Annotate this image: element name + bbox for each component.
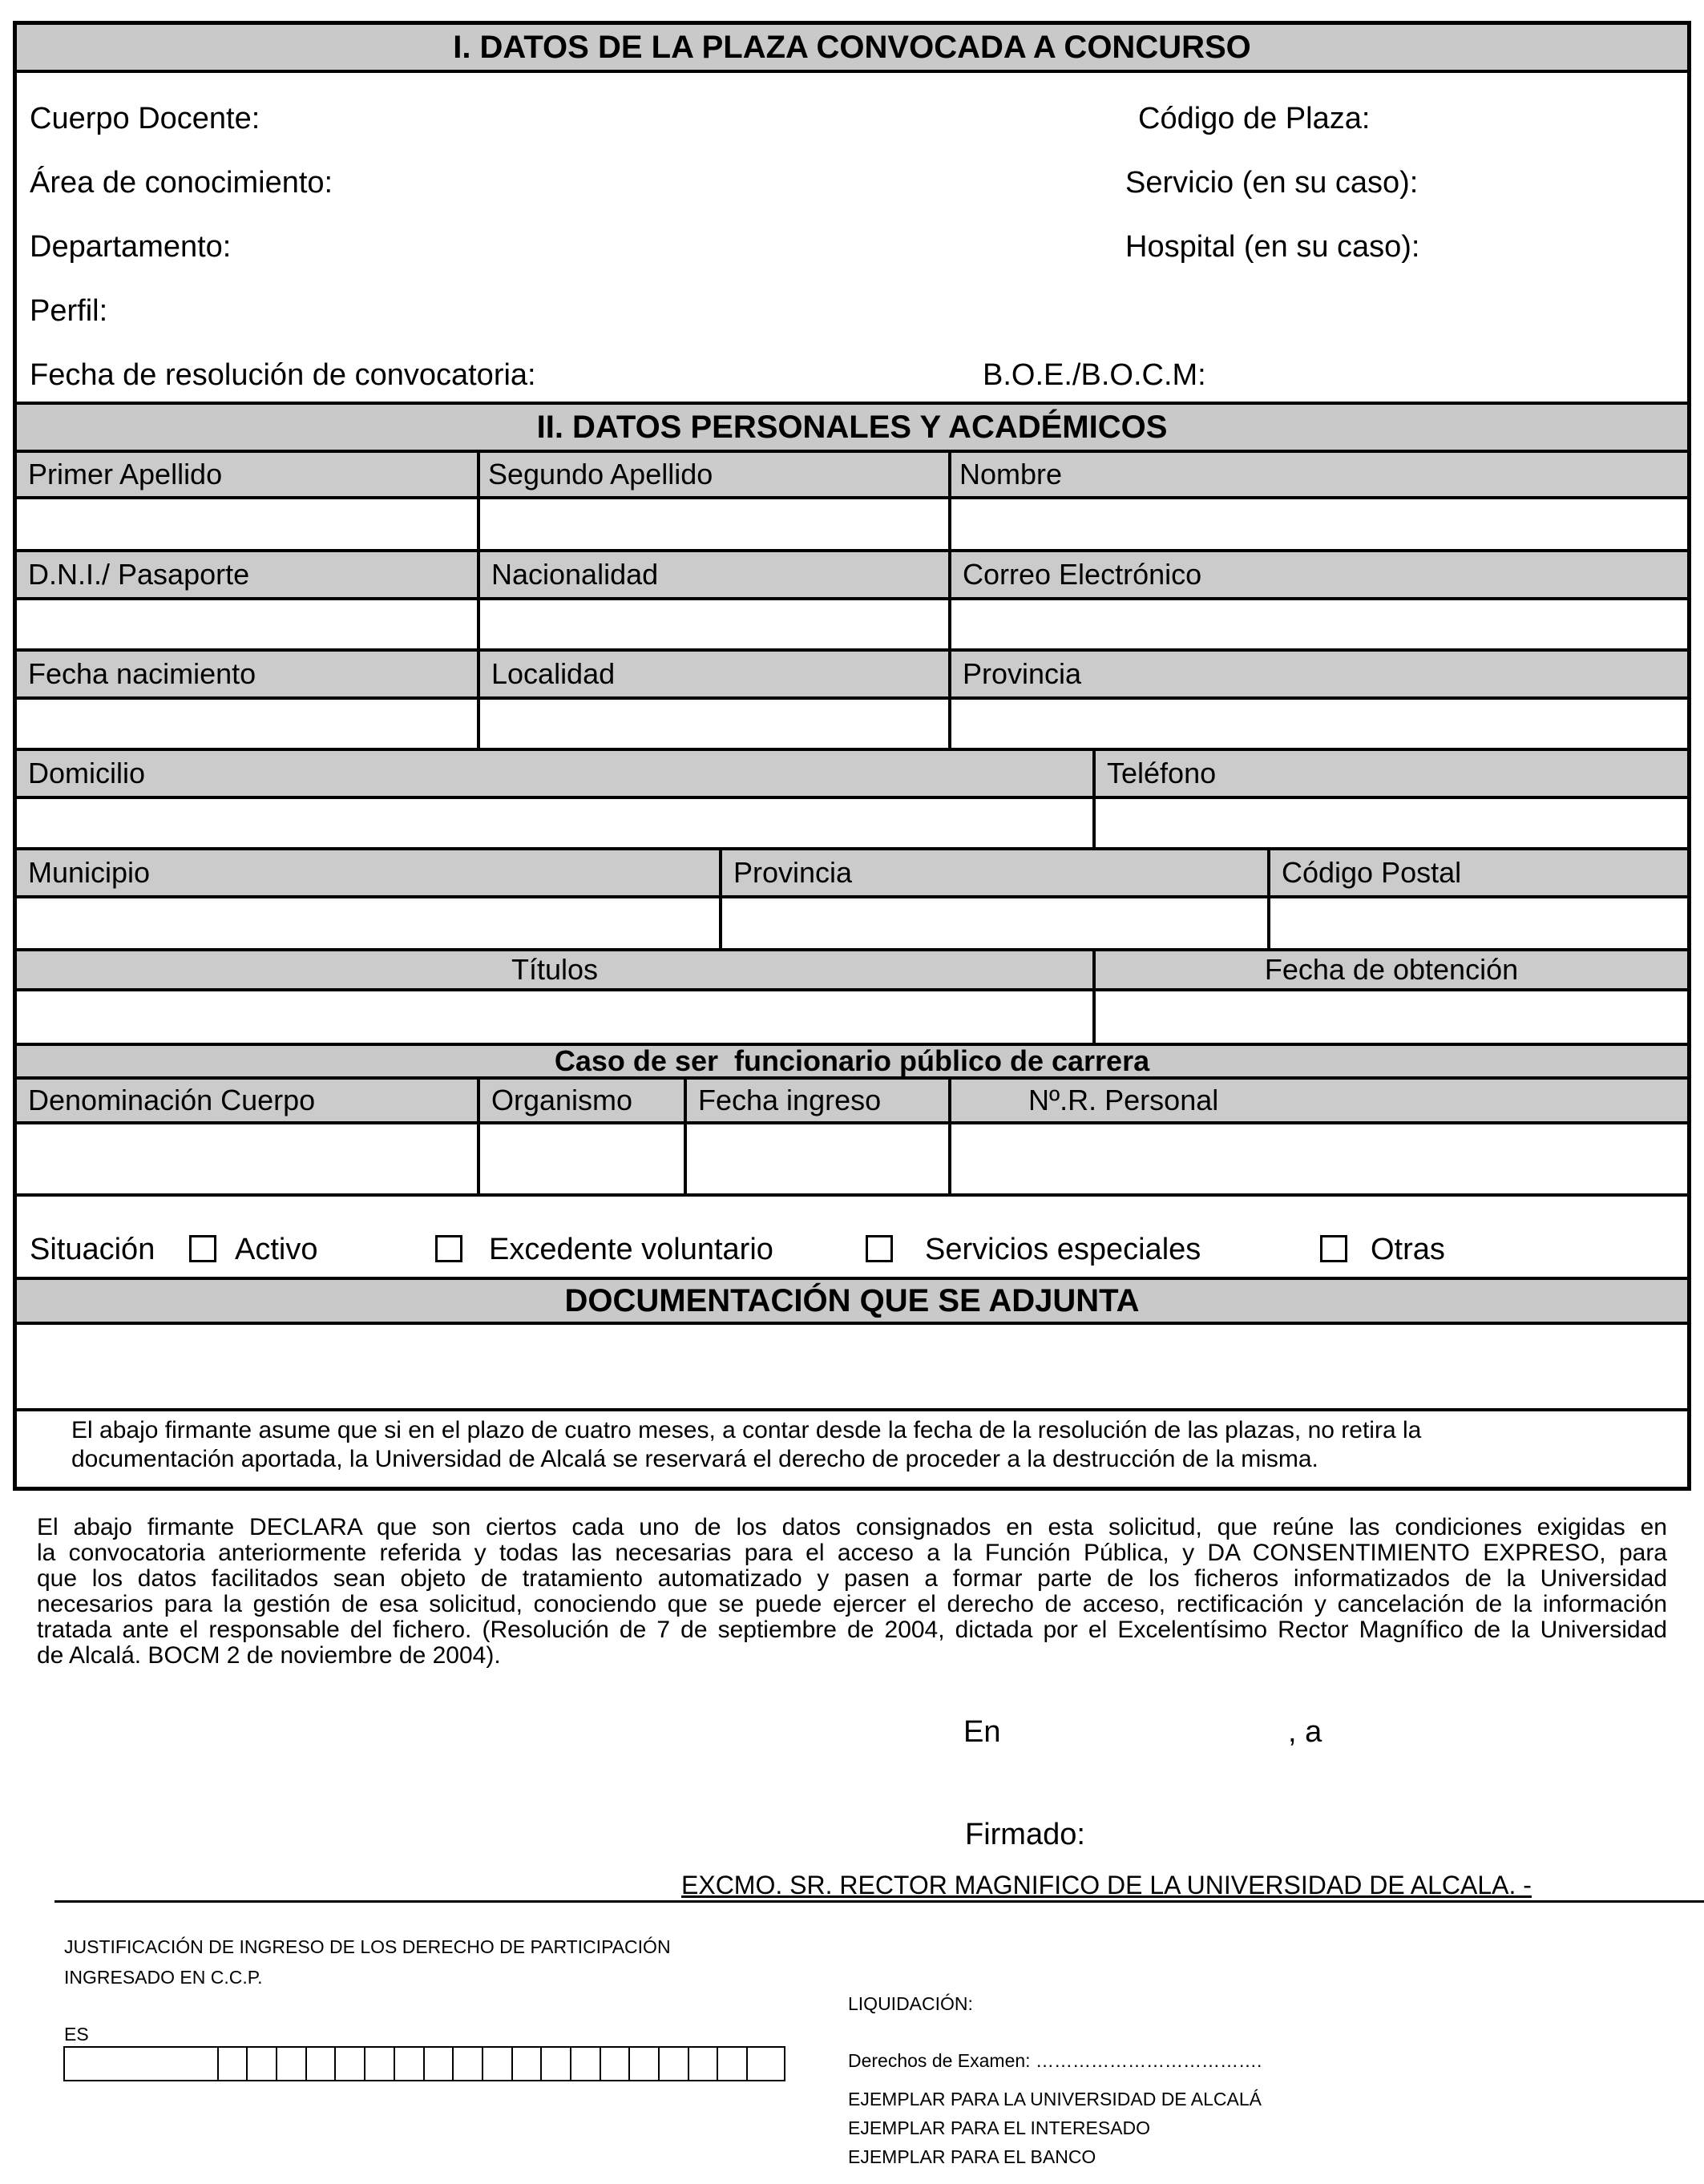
iban-field[interactable]	[63, 2046, 785, 2081]
codigo-postal-label: Código Postal	[1270, 850, 1687, 895]
notice-line1: El abajo firmante asume que si en el plazo de cuatro meses, a contar desde la fecha de la resolución de las plazas, no retira la	[71, 1417, 1422, 1443]
provincia-field[interactable]	[951, 700, 1687, 748]
nrp-label	[951, 1080, 1687, 1121]
application-form	[13, 21, 1691, 1491]
area-label: Área de conocimiento:	[30, 166, 333, 200]
servicio-label: Servicio (en su caso):	[1125, 166, 1419, 200]
section1-header	[17, 25, 1687, 73]
fecha-nacimiento-label: Fecha nacimiento	[17, 652, 477, 696]
separator-line	[55, 1900, 1704, 1903]
nacionalidad-label: Nacionalidad	[480, 552, 948, 597]
denominacion-label: Denominación Cuerpo	[17, 1080, 477, 1121]
otras-label: Otras	[1371, 1233, 1445, 1266]
titulos-text: Títulos	[511, 953, 599, 986]
documentacion-title: DOCUMENTACIÓN QUE SE ADJUNTA	[564, 1282, 1140, 1318]
localidad-label: Localidad	[480, 652, 948, 696]
perfil-label: Perfil:	[30, 294, 108, 328]
organismo-label: Organismo	[480, 1080, 684, 1121]
nombre-field[interactable]	[951, 499, 1687, 549]
boe-label: B.O.E./B.O.C.M:	[983, 358, 1206, 392]
telefono-field[interactable]	[1096, 799, 1687, 847]
liquidacion-label: LIQUIDACIÓN:	[848, 1993, 973, 2014]
copy-interesado: EJEMPLAR PARA EL INTERESADO	[848, 2117, 1151, 2138]
provincia-label: Provincia	[951, 652, 1687, 696]
declaration-line: tratada ante el responsable del fichero. (Resolución de 7 de septiembre de 2004, dictada por el Excelentísimo Rector Magnífico de la Universidad	[37, 1617, 1667, 1643]
situacion-label: Situación	[30, 1233, 155, 1266]
fecha-obtencion-text: Fecha de obtención	[1264, 953, 1519, 986]
dni-field[interactable]	[17, 600, 477, 648]
copy-universidad: EJEMPLAR PARA LA UNIVERSIDAD DE ALCALÁ	[848, 2089, 1262, 2109]
addressee: EXCMO. SR. RECTOR MAGNIFICO DE LA UNIVERSIDAD DE ALCALA. -	[681, 1871, 1532, 1899]
fecha-obtencion-field[interactable]	[1096, 991, 1687, 1043]
fecha-obtencion-label	[1096, 951, 1687, 988]
localidad-field[interactable]	[480, 700, 948, 748]
correo-label: Correo Electrónico	[951, 552, 1687, 597]
section1-title: I. DATOS DE LA PLAZA CONVOCADA A CONCURSO	[453, 29, 1251, 65]
hospital-label: Hospital (en su caso):	[1125, 230, 1420, 264]
codigo-postal-field[interactable]	[1270, 898, 1687, 948]
primer-apellido-label: Primer Apellido	[17, 453, 477, 496]
provincia2-field[interactable]	[722, 898, 1267, 948]
declaration-text	[37, 1515, 1667, 1669]
municipio-label: Municipio	[17, 850, 719, 895]
section2-header	[17, 402, 1687, 453]
cuerpo-docente-label: Cuerpo Docente:	[30, 102, 260, 135]
justificacion-line1: JUSTIFICACIÓN DE INGRESO DE LOS DERECHO DE PARTICIPACIÓN	[64, 1936, 671, 1957]
copy-banco: EJEMPLAR PARA EL BANCO	[848, 2146, 1096, 2167]
segundo-apellido-field[interactable]	[480, 499, 948, 549]
departamento-label: Departamento:	[30, 230, 232, 264]
justificacion-line2: INGRESADO EN C.C.P.	[64, 1967, 263, 1988]
funcionario-header	[17, 1043, 1687, 1080]
firmado-label: Firmado:	[965, 1818, 1085, 1851]
declaration-line: de Alcalá. BOCM 2 de noviembre de 2004).	[37, 1642, 501, 1669]
documentacion-header	[17, 1277, 1687, 1325]
nacionalidad-field[interactable]	[480, 600, 948, 648]
titulos-field[interactable]	[17, 991, 1092, 1043]
otras-checkbox[interactable]	[1320, 1235, 1347, 1262]
nrp-text: Nº.R. Personal	[1028, 1084, 1219, 1116]
fecha-ingreso-field[interactable]	[687, 1124, 948, 1193]
declaration-line: la convocatoria anteriormente referida y todas las necesarias para el acceso a la Función Pública, y DA CONSENTIMIENTO EXPRESO, para	[37, 1540, 1667, 1566]
titulos-label	[17, 951, 1092, 988]
servicios-especiales-checkbox[interactable]	[866, 1235, 893, 1262]
fecha-nacimiento-field[interactable]	[17, 700, 477, 748]
nrp-field[interactable]	[951, 1124, 1687, 1193]
fecha-resolucion-label: Fecha de resolución de convocatoria:	[30, 358, 536, 392]
activo-label: Activo	[235, 1233, 318, 1266]
retention-notice	[71, 1416, 1421, 1474]
denominacion-field[interactable]	[17, 1124, 477, 1193]
declaration-line: El abajo firmante DECLARA que son ciertos cada uno de los datos consignados en esta solicitud, que reúne las condiciones exigidas en	[37, 1514, 1667, 1540]
organismo-field[interactable]	[480, 1124, 684, 1193]
dni-label: D.N.I./ Pasaporte	[17, 552, 477, 597]
es-label: ES	[64, 2024, 89, 2045]
documentacion-field[interactable]	[17, 1325, 1687, 1410]
activo-checkbox[interactable]	[189, 1235, 216, 1262]
servicios-especiales-label: Servicios especiales	[925, 1233, 1201, 1266]
date-a-label: , a	[1288, 1715, 1322, 1749]
domicilio-label: Domicilio	[17, 751, 1092, 796]
notice-line2: documentación aportada, la Universidad de Alcalá se reservará el derecho de proceder a la destrucción de la misma.	[71, 1446, 1318, 1472]
primer-apellido-field[interactable]	[17, 499, 477, 549]
segundo-apellido-label: Segundo Apellido	[477, 453, 948, 496]
en-label: En	[963, 1715, 1001, 1749]
municipio-field[interactable]	[17, 898, 719, 948]
domicilio-field[interactable]	[17, 799, 1092, 847]
provincia2-label: Provincia	[722, 850, 1267, 895]
funcionario-title: Caso de ser funcionario público de carrera	[554, 1044, 1150, 1077]
codigo-plaza-label: Código de Plaza:	[1138, 102, 1371, 135]
fecha-ingreso-label: Fecha ingreso	[687, 1080, 948, 1121]
section2-title: II. DATOS PERSONALES Y ACADÉMICOS	[536, 409, 1168, 445]
correo-field[interactable]	[951, 600, 1687, 648]
telefono-label: Teléfono	[1096, 751, 1687, 796]
declaration-line: necesarios para la gestión de esa solicitud, conociendo que se puede ejercer el derecho de acceso, rectificación y cancelación de la información	[37, 1591, 1667, 1617]
declaration-line: que los datos facilitados sean objeto de tratamiento automatizado y pasen a formar parte de los ficheros informatizados de la Universidad	[37, 1565, 1667, 1592]
nombre-label: Nombre	[948, 453, 1687, 496]
derechos-examen: Derechos de Examen: ……………………………….	[848, 2050, 1262, 2071]
excedente-label: Excedente voluntario	[489, 1233, 773, 1266]
excedente-checkbox[interactable]	[435, 1235, 462, 1262]
